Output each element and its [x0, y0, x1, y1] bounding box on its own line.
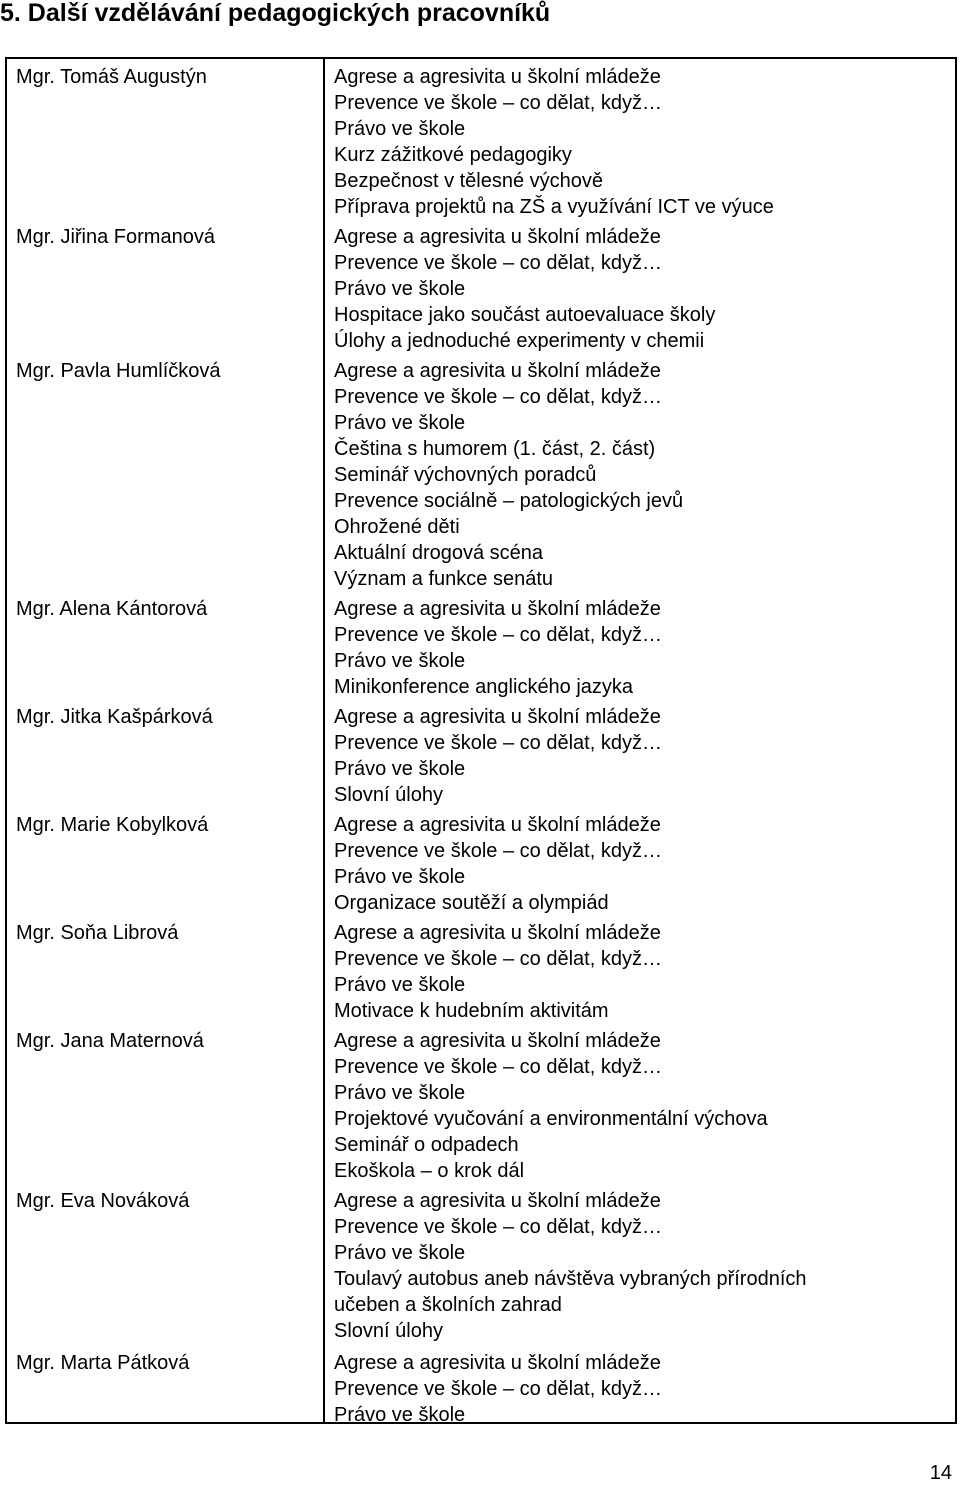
- course-list: [334, 1028, 768, 1184]
- teacher-name: Mgr. Marta Pátková: [16, 1352, 190, 1374]
- course-item: Příprava projektů na ZŠ a využívání ICT ve výuce: [334, 196, 774, 218]
- teacher-name: Mgr. Jitka Kašpárková: [16, 706, 213, 728]
- teacher-name: Mgr. Eva Nováková: [16, 1190, 190, 1212]
- course-item: Prevence sociálně – patologických jevů: [334, 490, 684, 512]
- course-list: [334, 920, 662, 1024]
- course-item: Právo ve škole: [334, 650, 466, 672]
- training-table: [5, 57, 957, 1424]
- course-item: Agrese a agresivita u školní mládeže: [334, 226, 661, 248]
- course-item: Právo ve škole: [334, 866, 466, 888]
- course-item: Toulavý autobus aneb návštěva vybraných přírodních: [334, 1268, 807, 1290]
- teacher-name: Mgr. Marie Kobylková: [16, 814, 209, 836]
- course-item: Agrese a agresivita u školní mládeže: [334, 1352, 661, 1374]
- course-list: [334, 812, 662, 916]
- course-item: Prevence ve škole – co dělat, když…: [334, 386, 662, 408]
- course-item: Agrese a agresivita u školní mládeže: [334, 1030, 661, 1052]
- course-list: [334, 704, 662, 808]
- course-item: Agrese a agresivita u školní mládeže: [334, 598, 661, 620]
- course-item: Prevence ve škole – co dělat, když…: [334, 1378, 662, 1400]
- course-item: Právo ve škole: [334, 412, 466, 434]
- course-item: Prevence ve škole – co dělat, když…: [334, 840, 662, 862]
- course-item: Prevence ve škole – co dělat, když…: [334, 92, 662, 114]
- course-item: Právo ve škole: [334, 278, 466, 300]
- course-item: Seminář výchovných poradců: [334, 464, 597, 486]
- course-item: Agrese a agresivita u školní mládeže: [334, 1190, 661, 1212]
- course-item: Kurz zážitkové pedagogiky: [334, 144, 572, 166]
- course-item: Právo ve škole: [334, 974, 466, 996]
- course-item: Slovní úlohy: [334, 1320, 443, 1342]
- course-item: Projektové vyučování a environmentální výchova: [334, 1108, 768, 1130]
- course-item: Agrese a agresivita u školní mládeže: [334, 922, 661, 944]
- course-item: Čeština s humorem (1. část, 2. část): [334, 438, 656, 460]
- course-item: Motivace k hudebním aktivitám: [334, 1000, 609, 1022]
- course-item: Prevence ve škole – co dělat, když…: [334, 252, 662, 274]
- course-item: Aktuální drogová scéna: [334, 542, 544, 564]
- column-divider: [323, 59, 325, 1422]
- page-title: 5. Další vzdělávání pedagogických pracovníků: [0, 0, 551, 27]
- course-item: Minikonference anglického jazyka: [334, 676, 634, 698]
- course-item: Organizace soutěží a olympiád: [334, 892, 609, 914]
- course-item: Prevence ve škole – co dělat, když…: [334, 732, 662, 754]
- page-number: 14: [929, 1462, 952, 1484]
- course-item: Význam a funkce senátu: [334, 568, 554, 590]
- course-item: Bezpečnost v tělesné výchově: [334, 170, 604, 192]
- course-item: Prevence ve škole – co dělat, když…: [334, 624, 662, 646]
- course-item: Právo ve škole: [334, 1082, 466, 1104]
- course-list: [334, 596, 662, 700]
- course-item: Agrese a agresivita u školní mládeže: [334, 66, 661, 88]
- course-item: Právo ve škole: [334, 1242, 466, 1264]
- course-item: Agrese a agresivita u školní mládeže: [334, 814, 661, 836]
- teacher-name: Mgr. Pavla Humlíčková: [16, 360, 221, 382]
- course-item: Agrese a agresivita u školní mládeže: [334, 360, 661, 382]
- course-item: Seminář o odpadech: [334, 1134, 519, 1156]
- course-item: Úlohy a jednoduché experimenty v chemii: [334, 330, 705, 352]
- teacher-name: Mgr. Alena Kántorová: [16, 598, 208, 620]
- course-item: Právo ve škole: [334, 1404, 466, 1426]
- course-list: [334, 358, 683, 592]
- course-item: Prevence ve škole – co dělat, když…: [334, 948, 662, 970]
- course-item: Prevence ve škole – co dělat, když…: [334, 1216, 662, 1238]
- course-item: Právo ve škole: [334, 758, 466, 780]
- course-item: Agrese a agresivita u školní mládeže: [334, 706, 661, 728]
- course-list: [334, 1350, 662, 1428]
- course-item: Ekoškola – o krok dál: [334, 1160, 525, 1182]
- course-list: [334, 224, 715, 354]
- course-item: učeben a školních zahrad: [334, 1294, 562, 1316]
- course-item: Právo ve škole: [334, 118, 466, 140]
- course-list: [334, 1188, 807, 1344]
- teacher-name: Mgr. Tomáš Augustýn: [16, 66, 207, 88]
- course-item: Slovní úlohy: [334, 784, 443, 806]
- course-item: Ohrožené děti: [334, 516, 460, 538]
- teacher-name: Mgr. Jana Maternová: [16, 1030, 204, 1052]
- course-item: Hospitace jako součást autoevaluace školy: [334, 304, 716, 326]
- teacher-name: Mgr. Soňa Librová: [16, 922, 179, 944]
- teacher-name: Mgr. Jiřina Formanová: [16, 226, 215, 248]
- course-list: [334, 64, 774, 220]
- course-item: Prevence ve škole – co dělat, když…: [334, 1056, 662, 1078]
